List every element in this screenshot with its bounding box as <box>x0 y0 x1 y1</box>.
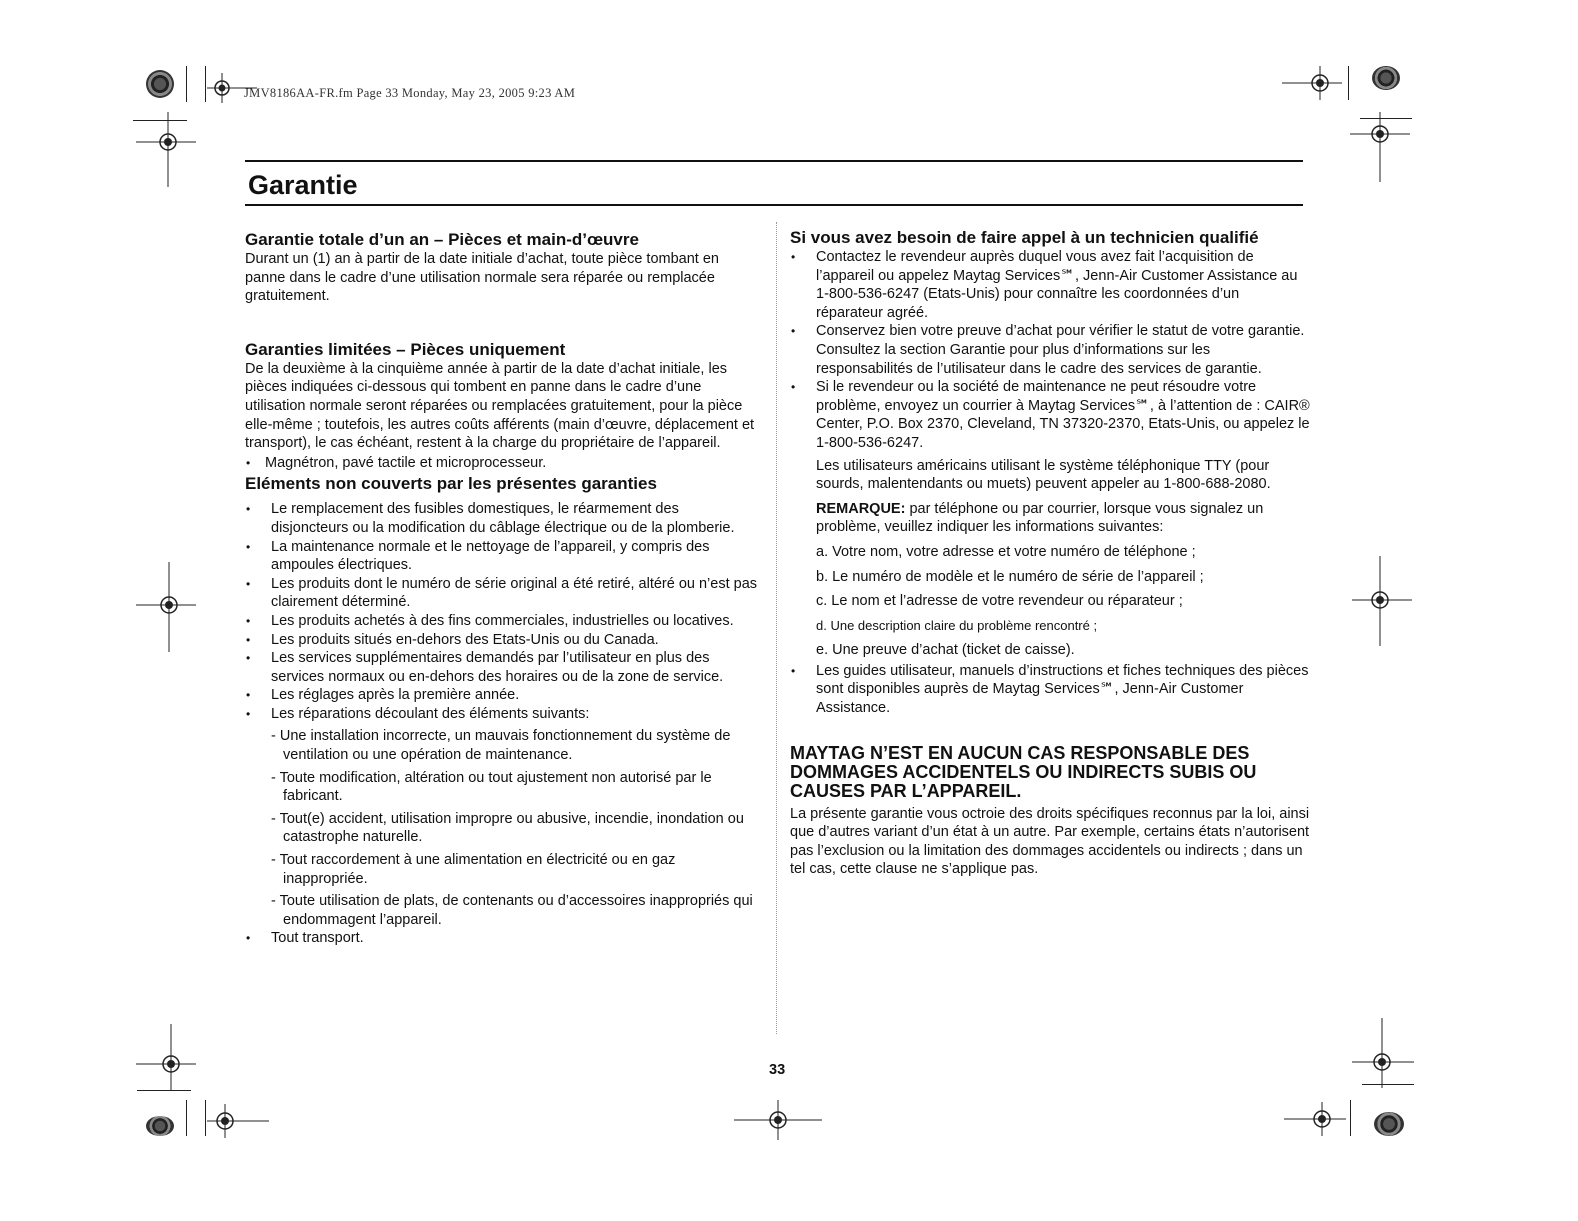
color-bar-icon <box>146 1116 174 1136</box>
list-item <box>245 705 760 930</box>
left-column <box>245 230 760 948</box>
list-item-label: Les réparations découlant des éléments suivants: <box>271 705 590 722</box>
list-item: • Tout transport. <box>245 929 760 948</box>
list-item: • Magnétron, pavé tactile et microprocesseur. <box>245 454 760 473</box>
list-item-text: Si le revendeur ou la société de maintenance ne peut résoudre votre problème, envoyez un courrier à Maytag Services℠, à l’attention de : CAIR® Center, P.O. Box 2370, Cleveland, TN 37320-2370, Etats-Unis, ou appelez le 1-800-536-6247. <box>816 379 1310 451</box>
sub-list-item: - Toute utilisation de plats, de contenants ou d’accessoires inappropriés qui endommagent l’appareil. <box>271 893 753 928</box>
disclaimer-heading: MAYTAG N’EST EN AUCUN CAS RESPONSABLE DES DOMMAGES ACCIDENTELS OU INDIRECTS SUBIS OU CAUSES PAR L’APPAREIL. <box>790 742 1257 801</box>
tty-text: Les utilisateurs américains utilisant le système téléphonique TTY (pour sourds, malentendants ou muets) peuvent appeler au 1-800-688-2080. <box>816 457 1271 493</box>
registration-mark-icon <box>1284 1102 1346 1136</box>
registration-mark-icon <box>136 1024 196 1090</box>
title-rule-bottom <box>245 204 1303 206</box>
list-item: • Les produits situés en-dehors des Etats-Unis ou du Canada. <box>245 631 760 650</box>
service-heading: Si vous avez besoin de faire appel à un technicien qualifié <box>790 228 1259 247</box>
title-rule-top <box>245 160 1303 162</box>
column-divider <box>776 222 777 1034</box>
info-item: e. Une preuve d’achat (ticket de caisse). <box>816 642 1075 659</box>
service-list-2 <box>790 662 1310 718</box>
disclaimer-text: La présente garantie vous octroie des droits spécifiques reconnus par la loi, ainsi que d’autres variant d’un état à un autre. Par exemple, certains états n’autorisent pas l’exclusion ou la limitation des dommages accidentels ou indirects ; dans un tel cas, cette clause ne s’applique pas. <box>790 805 1310 878</box>
list-item: • Les produits achetés à des fins commerciales, industrielles ou locatives. <box>245 612 760 631</box>
list-item: • Les réglages après la première année. <box>245 686 760 705</box>
not-covered-list <box>245 500 760 948</box>
full-warranty-text: Durant un (1) an à partir de la date initiale d’achat, toute pièce tombant en panne dans le cadre d’une utilisation normale sera réparée ou remplacée gratuitement. <box>245 251 719 305</box>
registration-mark-icon <box>136 562 196 652</box>
not-covered-heading: Eléments non couverts par les présentes garanties <box>245 474 657 494</box>
list-item <box>790 378 1310 537</box>
service-list <box>790 248 1310 537</box>
list-item: • Les produits dont le numéro de série original a été retiré, altéré ou n’est pas clairement déterminé. <box>245 575 760 612</box>
list-item: • La maintenance normale et le nettoyage de l’appareil, y compris des ampoules électriques. <box>245 538 760 575</box>
registration-mark-icon <box>1352 1018 1414 1088</box>
color-bar-icon <box>1374 1112 1404 1136</box>
list-item: • Les services supplémentaires demandés par l’utilisateur en plus des services normaux ou en-dehors des horaires ou de la zone de service. <box>245 649 760 686</box>
registration-mark-icon <box>207 1104 269 1138</box>
page-title: Garantie <box>248 170 358 200</box>
info-item: a. Votre nom, votre adresse et votre numéro de téléphone ; <box>816 543 1196 560</box>
page-number: 33 <box>769 1062 786 1078</box>
info-item: c. Le nom et l’adresse de votre revendeur ou réparateur ; <box>816 593 1183 610</box>
info-item: b. Le numéro de modèle et le numéro de série de l’appareil ; <box>816 568 1204 585</box>
remarque <box>816 500 1310 537</box>
list-item: • Contactez le revendeur auprès duquel vous avez fait l’acquisition de l’appareil ou appelez Maytag Services℠, Jenn-Air Customer Assistance au 1-800-536-6247 (Etats-Unis) pour connaître les coordonnées d’un réparateur agréé. <box>790 248 1310 322</box>
file-header: JMV8186AA-FR.fm Page 33 Monday, May 23, 2005 9:23 AM <box>244 86 576 100</box>
info-item: d. Une description claire du problème rencontré ; <box>816 617 1098 633</box>
registration-mark-icon <box>1350 112 1410 182</box>
limited-warranty-heading: Garanties limitées – Pièces uniquement <box>245 339 566 359</box>
sub-list-item: - Une installation incorrecte, un mauvais fonctionnement du système de ventilation ou une opération de maintenance. <box>271 728 731 764</box>
info-list <box>790 543 1310 660</box>
registration-mark-icon <box>734 1100 822 1140</box>
list-item: • Les guides utilisateur, manuels d’instructions et fiches techniques des pièces sont disponibles auprès de Maytag Services℠, Jenn-Air Customer Assistance. <box>790 662 1310 718</box>
sub-list-item: - Tout(e) accident, utilisation impropre ou abusive, incendie, inondation ou catastrophe naturelle. <box>271 810 744 846</box>
full-warranty-heading: Garantie totale d’un an – Pièces et main-d’œuvre <box>245 230 639 249</box>
sub-list-item: - Tout raccordement à une alimentation en électricité ou en gaz inappropriée. <box>271 852 676 887</box>
sub-list <box>271 727 760 929</box>
registration-mark-icon <box>1282 66 1342 100</box>
limited-warranty-list <box>245 454 760 473</box>
sub-list-item: - Toute modification, altération ou tout ajustement non autorisé par le fabricant. <box>271 769 712 805</box>
registration-mark-icon <box>136 112 196 187</box>
remarque-text: par téléphone ou par courrier, lorsque vous signalez un problème, veuillez indiquer les informations suivantes: <box>816 500 1264 536</box>
remarque-label: REMARQUE: <box>816 500 906 517</box>
color-bar-icon <box>146 70 174 98</box>
list-item: • Conservez bien votre preuve d’achat pour vérifier le statut de votre garantie. Consultez la section Garantie pour plus d’informations sur les responsabilités de l’utilisateur dans le cadre des services de garantie. <box>790 322 1310 378</box>
list-item: • Le remplacement des fusibles domestiques, le réarmement des disjoncteurs ou la modification du câblage électrique ou de la plomberie. <box>245 500 760 537</box>
registration-mark-icon <box>1352 556 1412 646</box>
right-column <box>790 228 1310 879</box>
limited-warranty-text: De la deuxième à la cinquième année à partir de la date d’achat initiale, les pièces indiquées ci-dessous qui tombent en panne dans le cadre d’une utilisation normale seront réparées ou remplacées gratuitement, pour la pièce elle-même ; toutefois, les autres coûts afférents (main d’œuvre, déplacement et transport), le cas échéant, restent à la charge du propriétaire de l’appareil. <box>245 360 755 452</box>
color-bar-icon <box>1372 66 1400 90</box>
